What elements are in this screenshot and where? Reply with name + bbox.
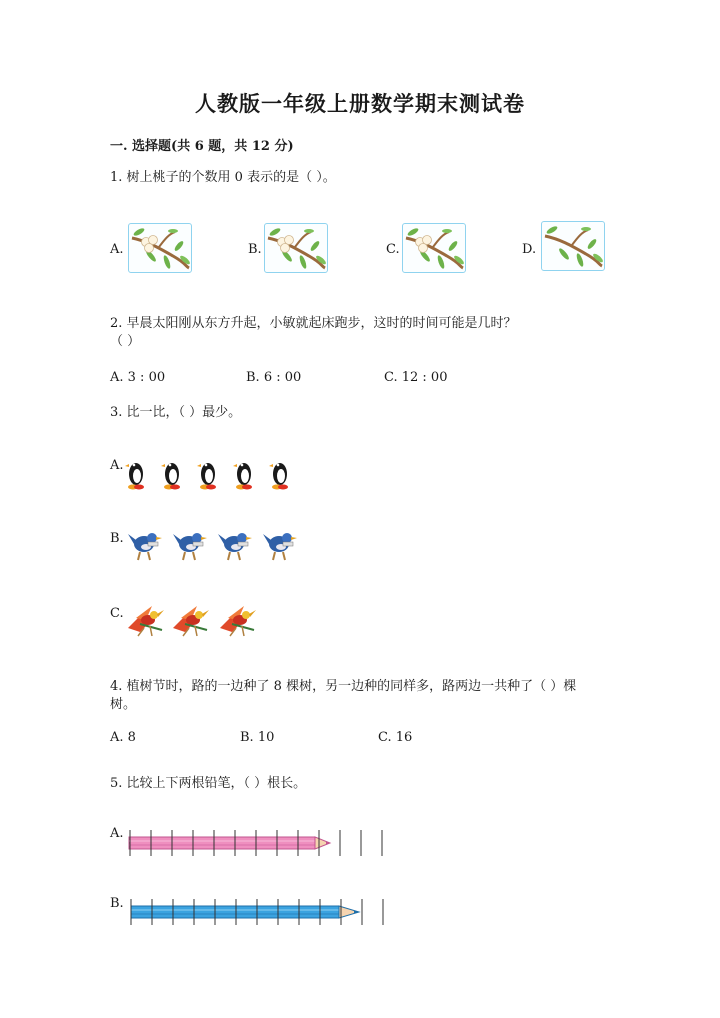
q1-option-a-image: [128, 223, 192, 273]
blue-bird-icon: [128, 533, 162, 560]
flying-bird-icon: [173, 606, 209, 636]
q4-option-b: B. 10: [240, 730, 275, 745]
question-4-text-line2: 树。: [110, 697, 137, 712]
branch-with-peaches-icon: [403, 224, 465, 272]
blue-bird-icon: [173, 533, 207, 560]
penguin-icon: [161, 463, 180, 490]
q1-option-d-label: D.: [522, 242, 537, 257]
flying-bird-icon: [220, 606, 256, 636]
penguin-icon: [233, 463, 252, 490]
q1-option-c-label: C.: [386, 242, 400, 257]
question-2-text-line1: 2. 早晨太阳刚从东方升起，小敏就起床跑步，这时的时间可能是几时？: [110, 316, 517, 331]
question-1-text: 1. 树上桃子的个数用 0 表示的是（ ）。: [110, 170, 336, 185]
q1-option-a-label: A.: [110, 242, 124, 257]
question-4-text-line1: 4. 植树节时，路的一边种了 8 棵树，另一边种的同样多，路两边一共种了（ ）棵: [110, 679, 577, 694]
q3-option-c-birds: [126, 602, 266, 638]
q5-option-b-pencil: [126, 897, 388, 931]
q3-option-b-label: B.: [110, 531, 124, 546]
q2-option-c: C. 12 : 00: [384, 370, 448, 385]
question-5-text: 5. 比较上下两根铅笔，（ ）根长。: [110, 776, 307, 791]
q3-option-c-label: C.: [110, 606, 124, 621]
q1-option-b-label: B.: [248, 242, 262, 257]
question-3-text: 3. 比一比，（ ）最少。: [110, 405, 242, 420]
q5-option-a-label: A.: [110, 826, 124, 841]
q2-option-a: A. 3 : 00: [110, 370, 166, 385]
q4-option-c: C. 16: [378, 730, 413, 745]
pencil-icon: [129, 837, 330, 849]
flying-bird-icon: [128, 606, 164, 636]
page-title: 人教版一年级上册数学期末测试卷: [195, 91, 525, 116]
q5-option-b-label: B.: [110, 896, 124, 911]
q2-option-b: B. 6 : 00: [246, 370, 302, 385]
q1-option-c-image: [402, 223, 466, 273]
penguin-icon: [125, 463, 144, 490]
q1-option-d-image: [541, 221, 605, 271]
q5-option-a-pencil: [126, 826, 388, 860]
pencil-icon: [131, 906, 359, 918]
branch-with-peaches-icon: [265, 224, 327, 272]
penguin-icon: [269, 463, 288, 490]
q3-option-a-birds: [122, 456, 302, 492]
penguin-icon: [197, 463, 216, 490]
q3-option-a-label: A.: [110, 458, 124, 473]
section-heading: 一. 选择题(共 6 题，共 12 分): [110, 139, 294, 154]
q4-option-a: A. 8: [110, 730, 136, 745]
blue-bird-icon: [218, 533, 252, 560]
blue-bird-icon: [263, 533, 297, 560]
question-2-text-line2: （ ）: [110, 334, 141, 349]
q3-option-b-birds: [128, 528, 308, 564]
branch-without-peaches-icon: [542, 222, 604, 270]
q1-option-b-image: [264, 223, 328, 273]
branch-with-peaches-icon: [129, 224, 191, 272]
